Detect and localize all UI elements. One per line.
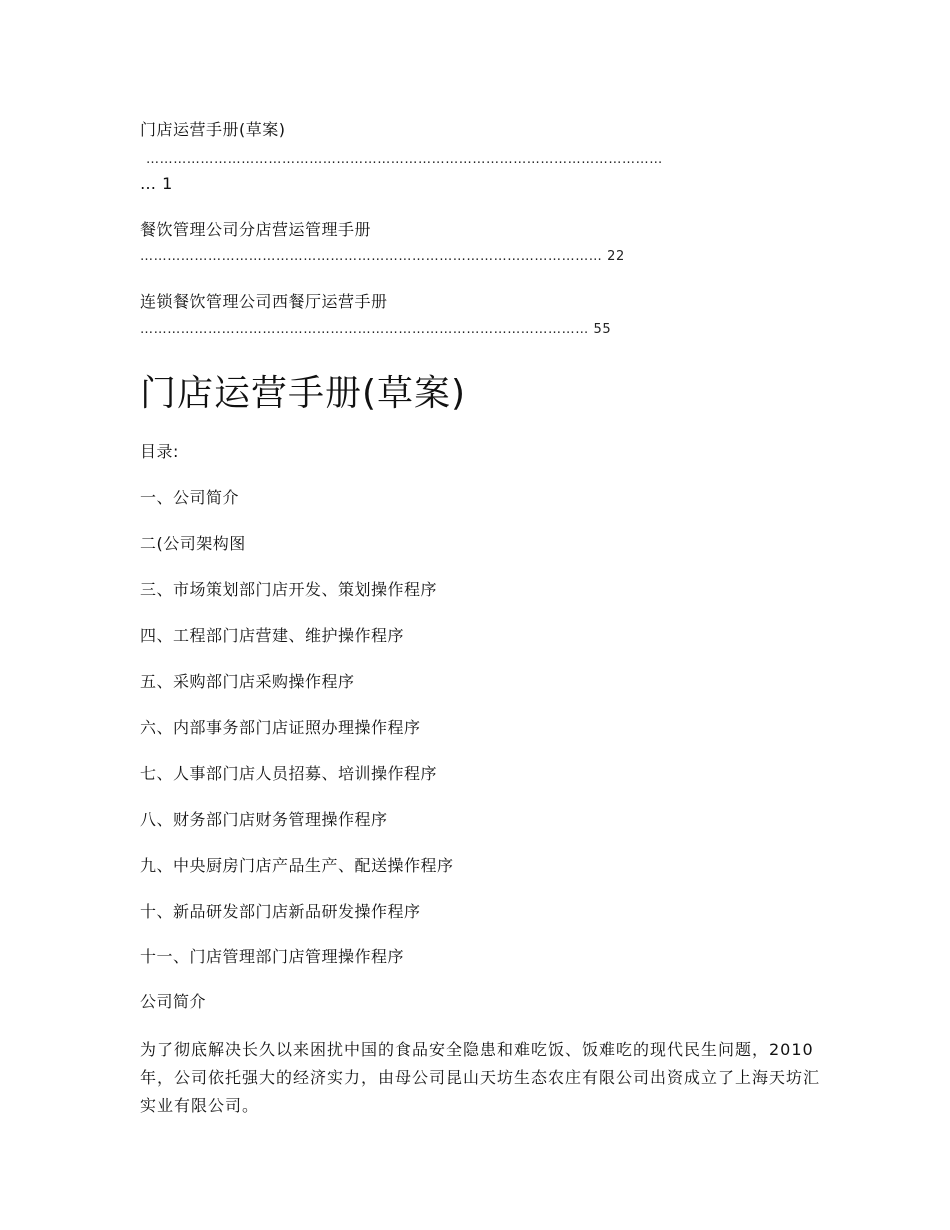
page-title: 门店运营手册(草案): [140, 373, 467, 414]
contents-item-7: 七、人事部门店人员招募、培训操作程序: [140, 764, 438, 783]
contents-item-3: 三、市场策划部门店开发、策划操作程序: [140, 580, 438, 599]
toc-entry-3-title[interactable]: 连锁餐饮管理公司西餐厅运营手册: [140, 292, 388, 311]
toc-entry-2-leader: ………………………………………………………………………………………… 22: [140, 249, 625, 264]
contents-item-8: 八、财务部门店财务管理操作程序: [140, 810, 388, 829]
toc-entry-2-title[interactable]: 餐饮管理公司分店营运管理手册: [140, 220, 372, 239]
contents-item-6: 六、内部事务部门店证照办理操作程序: [140, 718, 421, 737]
toc-entry-1-leader-line1: ……………………………………………………………………………………………………: [146, 152, 663, 167]
contents-item-4: 四、工程部门店营建、维护操作程序: [140, 626, 405, 645]
intro-paragraph: 为了彻底解决长久以来困扰中国的食品安全隐患和难吃饭、饭难吃的现代民生问题，2010 年，公司依托强大的经济实力，由母公司昆山天坊生态农庄有限公司出资成立了上海天坊汇实业有限公司。: [140, 1040, 821, 1115]
contents-item-1: 一、公司简介: [140, 488, 240, 507]
toc-entry-1-leader-line2: … 1: [140, 174, 173, 193]
contents-item-10: 十、新品研发部门店新品研发操作程序: [140, 902, 421, 921]
contents-item-9: 九、中央厨房门店产品生产、配送操作程序: [140, 856, 454, 875]
toc-entry-1-title[interactable]: 门店运营手册(草案): [140, 120, 286, 139]
section-heading: 公司简介: [140, 992, 207, 1011]
contents-label: 目录:: [140, 442, 179, 461]
contents-item-11: 十一、门店管理部门店管理操作程序: [140, 947, 405, 966]
contents-item-2: 二(公司架构图: [140, 534, 246, 553]
toc-entry-3-leader: ……………………………………………………………………………………… 55: [140, 322, 612, 337]
contents-item-5: 五、采购部门店采购操作程序: [140, 672, 355, 691]
